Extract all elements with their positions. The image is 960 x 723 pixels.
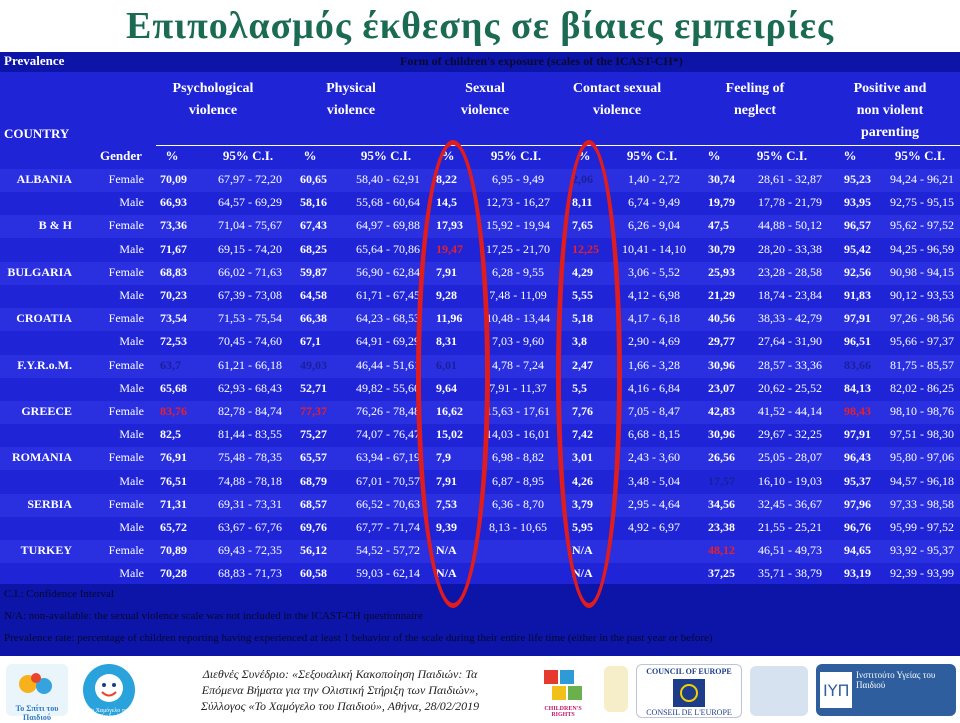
ci-cell: 18,74 - 23,84 [758,288,822,302]
percent-cell: 12,25 [572,241,599,256]
percent-cell: 68,79 [300,473,327,488]
percent-cell: 72,53 [160,334,187,349]
percent-cell: 98,43 [844,404,871,418]
percent-cell: 68,57 [300,496,327,511]
percent-cell: 7,53 [436,496,457,511]
category-physical: Physical violence [326,81,376,118]
percent-cell: 30,96 [708,427,735,442]
gender-label: Female [108,172,144,186]
ci-cell: 55,68 - 60,64 [356,195,420,210]
percent-cell: 95,23 [844,172,871,186]
ci-cell: 2,43 - 3,60 [628,450,680,465]
percent-cell: 2,06 [572,172,593,186]
gender-label: Female [108,218,144,233]
percent-cell: 84,13 [844,380,871,395]
percent-cell: 30,79 [708,241,735,256]
ci-cell: 6,68 - 8,15 [628,427,680,442]
country-name: SERBIA [27,496,72,511]
ci-cell: 61,21 - 66,18 [218,357,282,372]
percent-cell: 95,42 [844,241,871,256]
percent-cell: 59,87 [300,264,327,279]
ci-cell: 1,40 - 2,72 [628,172,680,186]
ci-cell: 54,52 - 57,72 [356,543,420,558]
svg-text:ΙΥΠ: ΙΥΠ [823,681,850,700]
slide-title: Επιπολασμός έκθεσης σε βίαιες εμπειρίες [126,5,834,47]
ci-cell: 41,52 - 44,14 [758,404,822,418]
percent-cell: 70,28 [160,566,187,581]
ci-cell: 95,80 - 97,06 [890,450,954,465]
percent-cell: 6,01 [436,357,457,372]
percent-cell: 16,62 [436,404,463,418]
ci-cell: 69,31 - 73,31 [218,496,282,511]
ci-cell: 74,88 - 78,18 [218,473,282,488]
percent-cell: 66,38 [300,311,327,326]
percent-cell: 58,16 [300,195,327,210]
country-name: F.Y.R.o.M. [17,357,72,372]
ci-cell: 64,57 - 69,29 [218,195,282,210]
gender-label: Female [108,357,144,372]
ci-cell: 67,39 - 73,08 [218,288,282,302]
ci-cell: 7,05 - 8,47 [628,404,680,418]
percent-cell: 83,66 [844,357,871,372]
percent-cell: 4,26 [572,473,593,488]
percent-cell: 70,23 [160,288,187,302]
percent-cell: 29,77 [708,334,735,349]
ci-cell: 67,77 - 71,74 [356,520,420,534]
ci-cell: 46,44 - 51,61 [356,357,420,372]
percent-cell: N/A [572,566,593,581]
ci-cell: 35,71 - 38,79 [758,566,822,581]
ci-cell: 4,12 - 6,98 [628,288,680,302]
ci-cell: 74,07 - 76,47 [356,427,420,442]
ci-cell: 4,78 - 7,24 [492,357,544,372]
ci-cell: 90,12 - 93,53 [890,288,954,302]
ci-cell: 93,92 - 95,37 [890,543,954,558]
ci-cell: 95,66 - 97,37 [890,334,954,349]
conference-caption: Διεθνές Συνέδριο: «Σεξουαλική Κακοποίηση Παιδιών: Τα Επόμενα Βήματα για την Ολιστική Στήριξη των Παιδιών», Σύλλογος «Το Χαμόγελο του Παιδιού», Αθήνα, 28/02/2019 [200,667,480,713]
gender-label: Female [108,543,144,558]
ci-cell: 76,26 - 78,48 [356,404,420,418]
ci-cell: 2,95 - 4,64 [628,496,680,511]
percent-cell: 65,57 [300,450,327,465]
percent-cell: 14,5 [436,195,457,210]
percent-cell: N/A [436,543,457,558]
table-notes [0,584,960,656]
percent-cell: 7,42 [572,427,593,442]
ci-header: 95% C.I. [490,148,542,163]
ci-cell: 64,91 - 69,29 [356,334,420,349]
percent-cell: 93,95 [844,195,871,210]
ci-cell: 10,48 - 13,44 [486,311,550,326]
logo-council-of-europe: COUNCIL OF EUROPE CONSEIL DE L'EUROPE [636,664,742,718]
ci-cell: 20,62 - 25,52 [758,380,822,395]
country-name: B & H [38,218,72,233]
country-name: BULGARIA [7,264,72,279]
percent-cell: 5,18 [572,311,593,326]
ci-cell: 64,23 - 68,53 [356,311,420,326]
percent-cell: 92,56 [844,264,871,279]
ci-cell: 27,64 - 31,90 [758,334,822,349]
percent-cell: 9,39 [436,520,457,534]
percent-cell: 93,19 [844,566,871,581]
ci-header: 95% C.I. [894,148,946,163]
category-contact-sexual: Contact sexual violence [572,81,662,118]
ci-cell: 71,53 - 75,54 [218,311,282,326]
ci-cell: 21,55 - 25,21 [758,520,822,534]
category-neglect: Feeling of neglect [725,81,785,118]
percent-cell: 11,96 [436,311,463,326]
percent-cell: 82,5 [160,427,181,442]
ci-cell: 7,91 - 11,37 [489,380,547,395]
percent-cell: 76,51 [160,473,187,488]
percent-cell: 48,12 [708,543,735,558]
ci-cell: 81,44 - 83,55 [218,427,282,442]
category-sexual: Sexual violence [460,81,510,118]
ci-cell: 1,66 - 3,28 [628,357,680,372]
ci-header: 95% C.I. [756,148,808,163]
percent-cell: 8,22 [436,172,457,186]
percent-cell: 47,5 [708,218,729,233]
logo-spiti-tou-paidiou: Το Σπίτι του Παιδιού [6,664,68,716]
percent-cell: 70,09 [160,172,187,186]
ci-cell: 6,74 - 9,49 [628,195,680,210]
percent-cell: 9,28 [436,288,457,302]
ci-cell: 12,73 - 16,27 [486,195,550,210]
ci-cell: 95,62 - 97,52 [890,218,954,233]
ci-cell: 71,04 - 75,67 [218,218,282,233]
ci-cell: 15,63 - 17,61 [486,404,550,418]
percent-cell: 96,76 [844,520,871,534]
note-na: N/A: non-available: the sexual violence scale was not included in the ICAST-CH questionnaire [4,610,423,622]
gender-label: Male [119,380,144,395]
percent-cell: 17,57 [708,473,735,488]
ci-cell: 6,28 - 9,55 [492,264,544,279]
ci-cell: 3,48 - 5,04 [628,473,680,488]
logo-publication [750,666,808,716]
percent-cell: 95,37 [844,473,871,488]
gender-label: Female [108,264,144,279]
percent-cell: 77,37 [300,404,327,418]
percent-cell: 21,29 [708,288,735,302]
percent-cell: 76,91 [160,450,187,465]
footer [0,660,960,720]
ci-cell: 3,06 - 5,52 [628,264,680,279]
percent-cell: 19,47 [436,241,463,256]
percent-cell: N/A [572,543,593,558]
gender-label: Male [119,334,144,349]
ci-header: 95% C.I. [626,148,678,163]
category-psychological: Psychological violence [172,81,254,118]
percent-cell: N/A [436,566,457,581]
percent-cell: 15,02 [436,427,463,442]
ci-cell: 97,26 - 98,56 [890,311,954,326]
percent-cell: 42,83 [708,404,735,418]
percent-cell: 97,91 [844,427,871,442]
ci-cell: 70,45 - 74,60 [218,334,282,349]
gender-label: Male [119,566,144,581]
country-name: GREECE [21,404,72,418]
percent-cell: 56,12 [300,543,327,558]
table-row [0,540,960,563]
ci-cell: 6,98 - 8,82 [492,450,544,465]
percent-cell: 5,55 [572,288,593,302]
ci-cell: 6,36 - 8,70 [492,496,544,511]
country-name: TURKEY [20,543,72,558]
percent-cell: 96,57 [844,218,871,233]
ci-cell: 6,26 - 9,04 [628,218,680,233]
ci-cell: 6,87 - 8,95 [492,473,544,488]
percent-cell: 7,9 [436,450,451,465]
percent-cell: 71,67 [160,241,187,256]
ci-cell: 75,48 - 78,35 [218,450,282,465]
ci-cell: 7,48 - 11,09 [489,288,547,302]
ci-cell: 69,43 - 72,35 [218,543,282,558]
percent-cell: 91,83 [844,288,871,302]
percent-cell: 7,91 [436,473,457,488]
gender-label: Female [108,450,144,465]
percent-cell: 63,7 [160,357,181,372]
percent-cell: 23,38 [708,520,735,534]
percent-cell: 69,76 [300,520,327,534]
percent-cell: 5,5 [572,380,587,395]
ci-cell: 64,97 - 69,88 [356,218,420,233]
gender-label: Female [108,311,144,326]
gender-label: Female [108,404,144,418]
percent-cell: 4,29 [572,264,593,279]
percent-cell: 97,96 [844,496,871,511]
pct-header: % [843,148,857,163]
ci-cell: 94,57 - 96,18 [890,473,954,488]
gender-label: Male [119,195,144,210]
ci-cell: 90,98 - 94,15 [890,264,954,279]
percent-cell: 26,56 [708,450,735,465]
percent-cell: 96,43 [844,450,871,465]
ci-cell: 67,97 - 72,20 [218,172,282,186]
percent-cell: 60,65 [300,172,327,186]
percent-cell: 37,25 [708,566,735,581]
ci-cell: 82,02 - 86,25 [890,380,954,395]
ci-cell: 59,03 - 62,14 [356,566,420,581]
ci-cell: 61,71 - 67,45 [356,288,420,302]
ci-cell: 17,78 - 21,79 [758,195,822,210]
gender-label: Male [119,520,144,534]
table-row [0,192,960,215]
ci-header: 95% C.I. [360,148,412,163]
percent-cell: 19,79 [708,195,735,210]
category-positive-parenting: Positive and non violent parenting [853,81,927,140]
ci-cell: 2,90 - 4,69 [628,334,680,349]
ci-cell: 92,39 - 93,99 [890,566,954,581]
logo-small-emblem [604,666,628,712]
country-name: ALBANIA [16,172,72,186]
percent-cell: 8,11 [572,195,593,210]
ci-cell: 14,03 - 16,01 [486,427,550,442]
ci-cell: 82,78 - 84,74 [218,404,282,418]
pct-header: % [303,148,317,163]
percent-cell: 75,27 [300,427,327,442]
percent-cell: 60,58 [300,566,327,581]
ci-cell: 65,64 - 70,86 [356,241,420,256]
ci-cell: 95,99 - 97,52 [890,520,954,534]
pct-header: % [707,148,721,163]
ci-cell: 29,67 - 32,25 [758,427,822,442]
ci-cell: 58,40 - 62,91 [356,172,420,186]
ci-cell: 28,57 - 33,36 [758,357,822,372]
ci-cell: 8,13 - 10,65 [489,520,547,534]
gender-label: Male [119,288,144,302]
forms-label: Form of children's exposure (scales of the ICAST-CH*) [400,54,683,68]
percent-cell: 68,83 [160,264,187,279]
percent-cell: 8,31 [436,334,457,349]
highlight-oval-sexual [416,140,490,608]
logo-institute-child-health: Ινστιτούτο Υγείας του Παιδιού ΙΥΠ [816,664,956,716]
percent-cell: 65,72 [160,520,187,534]
percent-cell: 73,54 [160,311,187,326]
ci-cell: 62,93 - 68,43 [218,380,282,395]
gender-label: Male [119,427,144,442]
percent-cell: 66,93 [160,195,187,210]
ci-cell: 66,52 - 70,63 [356,496,420,511]
ci-cell: 10,41 - 14,10 [622,241,686,256]
table-row [0,169,960,192]
percent-cell: 65,68 [160,380,187,395]
prevalence-label: Prevalence [4,53,65,68]
percent-cell: 3,01 [572,450,593,465]
percent-cell: 3,79 [572,496,593,511]
percent-cell: 7,76 [572,404,593,418]
percent-cell: 49,03 [300,357,327,372]
ci-cell: 68,83 - 71,73 [218,566,282,581]
percent-cell: 97,91 [844,311,871,326]
country-header: COUNTRY [4,126,70,141]
ci-cell: 66,02 - 71,63 [218,264,282,279]
ci-cell: 38,33 - 42,79 [758,311,822,326]
ci-header: 95% C.I. [222,148,274,163]
gender-label: Male [119,473,144,488]
country-name: CROATIA [16,311,72,326]
ci-cell: 28,61 - 32,87 [758,172,822,186]
logo-childrens-rights: CHILDREN'S RIGHTS [540,666,586,716]
ci-cell: 67,01 - 70,57 [356,473,420,488]
percent-cell: 2,47 [572,357,593,372]
highlight-oval-contact-sexual [556,140,622,608]
pct-header: % [577,148,591,163]
percent-cell: 68,25 [300,241,327,256]
percent-cell: 83,76 [160,404,187,418]
ci-cell: 92,75 - 95,15 [890,195,954,210]
table-row [0,563,960,586]
percent-cell: 64,58 [300,288,327,302]
percent-cell: 17,93 [436,218,463,233]
gender-header: Gender [100,148,142,163]
percent-cell: 9,64 [436,380,457,395]
ci-cell: 7,03 - 9,60 [492,334,544,349]
percent-cell: 25,93 [708,264,735,279]
ci-cell: 16,10 - 19,03 [758,473,822,488]
gender-label: Male [119,241,144,256]
subheader-row [156,145,960,168]
ci-cell: 6,95 - 9,49 [492,172,544,186]
ci-cell: 44,88 - 50,12 [758,218,822,233]
ci-cell: 63,94 - 67,19 [356,450,420,465]
logo-hamogelo: Το Χαμόγελο του Παιδιού [78,662,140,718]
percent-cell: 30,74 [708,172,735,186]
ci-cell: 94,24 - 96,21 [890,172,954,186]
percent-cell: 73,36 [160,218,187,233]
ci-cell: 81,75 - 85,57 [890,357,954,372]
percent-cell: 7,91 [436,264,457,279]
percent-cell: 23,07 [708,380,735,395]
percent-cell: 70,89 [160,543,187,558]
country-name: ROMANIA [12,450,72,465]
ci-cell: 15,92 - 19,94 [486,218,550,233]
percent-cell: 30,96 [708,357,735,372]
ci-cell: 49,82 - 55,60 [356,380,420,395]
ci-cell: 63,67 - 67,76 [218,520,282,534]
percent-cell: 7,65 [572,218,593,233]
ci-cell: 69,15 - 74,20 [218,241,282,256]
ci-cell: 17,25 - 21,70 [486,241,550,256]
pct-header: % [165,148,179,163]
pct-header: % [441,148,455,163]
percent-cell: 52,71 [300,380,327,395]
ci-cell: 23,28 - 28,58 [758,264,822,279]
ci-cell: 98,10 - 98,76 [890,404,954,418]
ci-cell: 28,20 - 33,38 [758,241,822,256]
percent-cell: 40,56 [708,311,735,326]
percent-cell: 67,1 [300,334,321,349]
gender-label: Female [108,496,144,511]
ci-cell: 56,90 - 62,84 [356,264,420,279]
percent-cell: 67,43 [300,218,327,233]
ci-cell: 4,16 - 6,84 [628,380,680,395]
percent-cell: 96,51 [844,334,871,349]
ci-cell: 32,45 - 36,67 [758,496,822,511]
ci-cell: 46,51 - 49,73 [758,543,822,558]
percent-cell: 3,8 [572,334,587,349]
ci-cell: 97,33 - 98,58 [890,496,954,511]
ci-cell: 97,51 - 98,30 [890,427,954,442]
ci-cell: 4,92 - 6,97 [628,520,680,534]
percent-cell: 34,56 [708,496,735,511]
note-ci: C.I.: Confidence Interval [4,588,114,600]
percent-cell: 71,31 [160,496,187,511]
ci-cell: 25,05 - 28,07 [758,450,822,465]
percent-cell: 5,95 [572,520,593,534]
ci-cell: 94,25 - 96,59 [890,241,954,256]
ci-cell: 4,17 - 6,18 [628,311,680,326]
note-prevalence: Prevalence rate: percentage of children reporting having experienced at least 1 behavior of the scale during their entire life time (either in the past year or before) [4,632,713,644]
percent-cell: 94,65 [844,543,871,558]
